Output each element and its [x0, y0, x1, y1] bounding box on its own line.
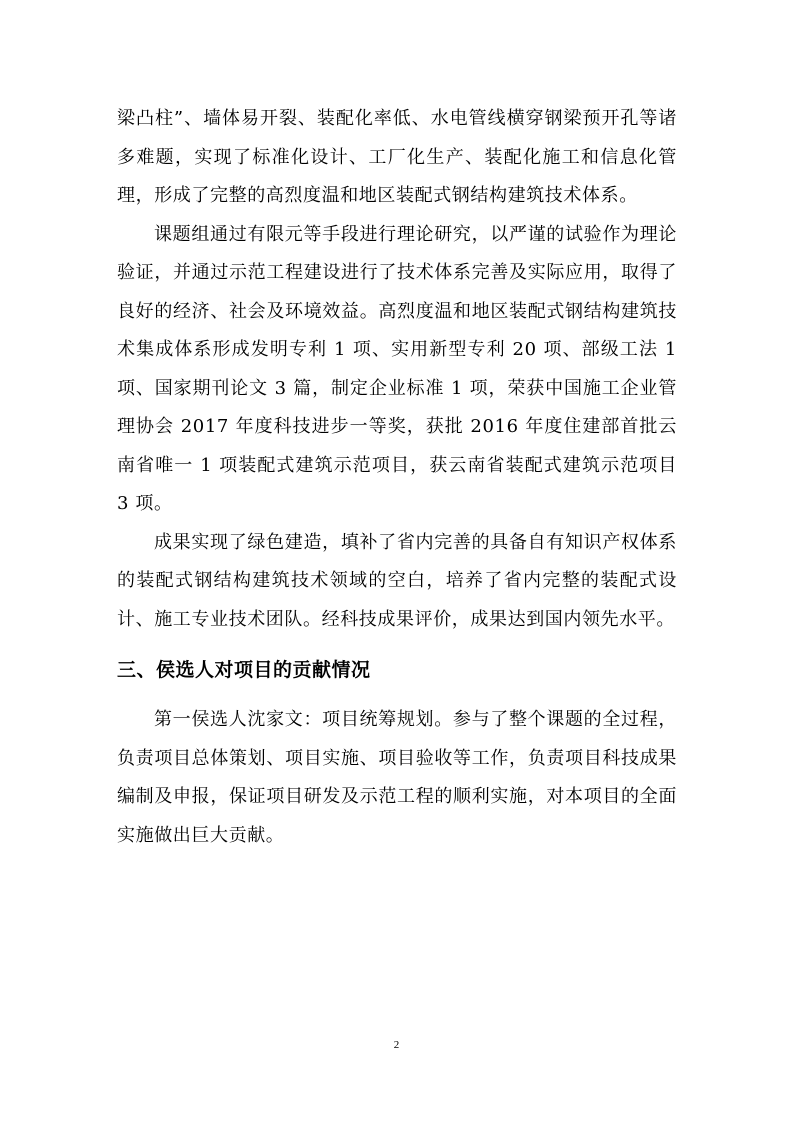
body-paragraph-results: 成果实现了绿色建造，填补了省内完善的具备自有知识产权体系的装配式钢结构建筑技术领域的空白，培养了省内完整的装配式设计、施工专业技术团队。经科技成果评价，成果达到国内领先水平。 — [117, 531, 677, 630]
section-heading: 三、侯选人对项目的贡献情况 — [117, 659, 371, 681]
page-body — [117, 100, 677, 855]
body-paragraph-continued: 梁凸柱”、墙体易开裂、装配化率低、水电管线横穿钢梁预开孔等诸多难题，实现了标准化设计、工厂化生产、装配化施工和信息化管理，形成了完整的高烈度温和地区装配式钢结构建筑技术体系。 — [117, 108, 677, 206]
body-paragraph-candidate-1: 第一侯选人沈家文：项目统筹规划。参与了整个课题的全过程，负责项目总体策划、项目实施、项目验收等工作，负责项目科技成果编制及申报，保证项目研发及示范工程的顺利实施，对本项目的全面实施做出巨大贡献。 — [117, 709, 677, 846]
page-number: 2 — [393, 1039, 400, 1051]
body-paragraph-research: 课题组通过有限元等手段进行理论研究，以严谨的试验作为理论验证，并通过示范工程建设进行了技术体系完善及实际应用，取得了良好的经济、社会及环境效益。高烈度温和地区装配式钢结构建筑技术集成体系形成发明专利 1 项、实用新型专利 20 项、部级工法 1 项、国家期刊论文 3 篇，制定企业标准 1 项，荣获中国施工企业管理协会 2017 年度科技进步一等奖，获批 2016 年度住建部首批云南省唯一 1 项装配式建筑示范项目，获云南省装配式建筑示范项目 3 项。 — [117, 223, 677, 514]
